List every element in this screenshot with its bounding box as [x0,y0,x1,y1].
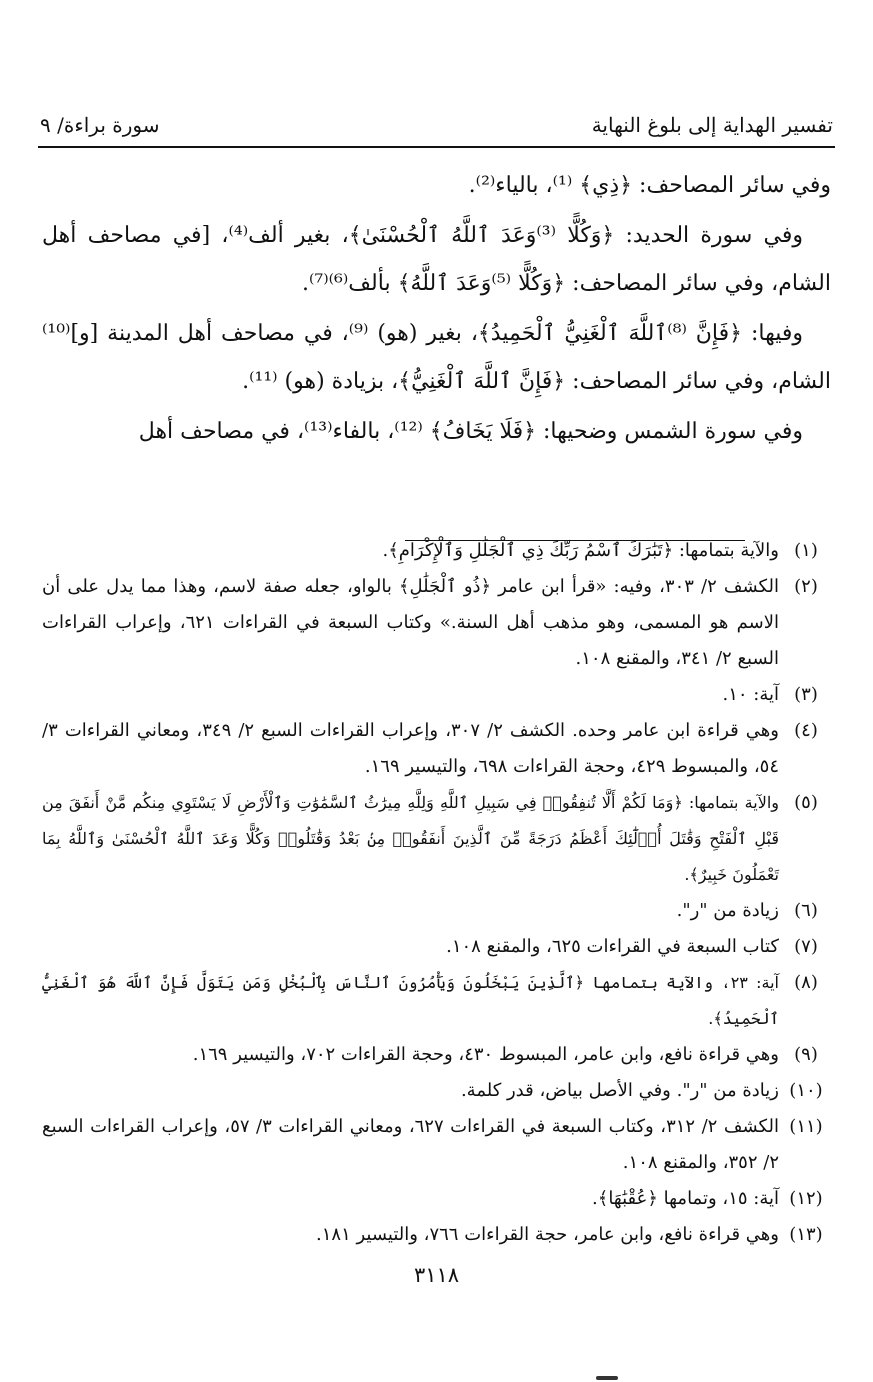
footnote-number: (٤) [794,720,818,741]
footnote [42,965,833,1037]
footnote-text: الكشف ٢/ ٣١٢، وكتاب السبعة في القراءات ٦٢٧، ومعاني القراءات ٣/ ٥٧، وإعراب القراءات السبع ٢/ ٣٥٢، والمقنع ١٠٨. [42,1116,779,1173]
footnote-text: كتاب السبعة في القراءات ٦٢٥، والمقنع ١٠٨. [446,936,779,957]
footnote [42,893,833,929]
footnote [42,1109,833,1181]
footnote-text: وهي قراءة نافع، وابن عامر، المبسوط ٤٣٠، وحجة القراءات ٧٠٢، والتيسير ١٦٩. [192,1044,779,1065]
footnote-number: (١١) [789,1116,823,1137]
footnote [42,1037,833,1073]
footnote-number: (٩) [794,1044,818,1065]
footnote [42,569,833,677]
footnote-text: والآية بتمامها: ﴿وَمَا لَكُمْ أَلَّا تُنفِقُوا۟ فِي سَبِيلِ ٱللَّهِ وَلِلَّهِ مِيرَٰثُ ٱلسَّمَٰوَٰتِ وَٱلْأَرْضِ لَا يَسْتَوِي مِنكُم مَّنْ أَنفَقَ مِن قَبْلِ ٱلْفَتْحِ وَقَٰتَلَ أُو۟لَٰٓئِكَ أَعْظَمُ دَرَجَةً مِّنَ ٱلَّذِينَ أَنفَقُوا۟ مِنۢ بَعْدُ وَقَٰتَلُوا۟ وَكُلًّا وَعَدَ ٱللَّهُ ٱلْحُسْنَىٰ وَٱللَّهُ بِمَا تَعْمَلُونَ خَبِيرٌ﴾. [42,793,780,884]
surah-page-label: سورة براءة/ ٩ [40,113,160,137]
scan-mark [596,1376,618,1380]
footnote-number: (٢) [794,576,818,597]
footnote-text: آية: ١٥، وتمامها ﴿عُقْبَٰهَا﴾. [592,1188,779,1209]
footnote [42,929,833,965]
footnote-text: آية: ١٠. [722,684,779,705]
footnote-number: (١٠) [789,1080,823,1101]
footnote [42,1073,833,1109]
footnote-number: (١٣) [789,1224,823,1245]
running-header [40,108,833,142]
footnote-text: زيادة من "ر". وفي الأصل بياض، قدر كلمة. [460,1080,779,1101]
footnote-number: (١) [794,540,818,561]
main-text [42,162,831,458]
footnote-text: الكشف ٢/ ٣٠٣، وفيه: «قرأ ابن عامر ﴿ذُو ٱلْجَلَٰلِ﴾ بالواو، جعله صفة لاسم، وهذا مما يدل على أن الاسم هو المسمى، وهو مذهب أهل السنة.» وكتاب السبعة في القراءات ٦٢١، وإعراب القراءات السبع ٢/ ٣٤١، والمقنع ١٠٨. [42,576,779,669]
body-paragraph: وفيها: ﴿فَإِنَّ ⁽⁸⁾ٱللَّهَ ٱلْغَنِيُّ ٱلْحَمِيدُ﴾، بغير (هو) ⁽⁹⁾، في مصاحف أهل المدينة [و]⁽¹⁰⁾ الشام، وفي سائر المصاحف: ﴿فَإِنَّ ٱللَّهَ ٱلْغَنِيُّ﴾، بزيادة (هو) ⁽¹¹⁾. [42,321,831,394]
footnote-text: والآية بتمامها: ﴿تَبَٰرَكَ ٱسْمُ رَبِّكَ ذِي ٱلْجَلَٰلِ وَٱلْإِكْرَامِ﴾. [382,540,779,561]
footnote [42,677,833,713]
footnote [42,713,833,785]
body-paragraph: وفي سورة الشمس وضحيها: ﴿فَلَا يَخَافُ﴾ ⁽¹²⁾، بالفاء⁽¹³⁾، في مصاحف أهل [138,419,803,444]
footnote-number: (٧) [794,936,818,957]
header-rule [38,146,835,148]
footnote-number: (٣) [794,684,818,705]
footnote [42,785,833,893]
footnote-text: وهي قراءة نافع، وابن عامر، حجة القراءات ٧٦٦، والتيسير ١٨١. [316,1224,779,1245]
footnote-text: زيادة من "ر". [676,900,779,921]
footnote [42,1181,833,1217]
footnote-number: (٥) [794,792,818,813]
footnote-number: (١٢) [789,1188,823,1209]
footnote-text: آية: ٢٣، والآية بتمامها ﴿ٱلَّذِينَ يَبْخَلُونَ وَيَأْمُرُونَ ٱلنَّاسَ بِٱلْبُخْلِ وَمَن يَتَوَلَّ فَإِنَّ ٱللَّهَ هُوَ ٱلْغَنِيُّ ٱلْحَمِيدُ﴾. [42,973,780,1028]
footnotes [42,533,833,1253]
footnote [42,533,833,569]
footnote-text: وهي قراءة ابن عامر وحده. الكشف ٢/ ٣٠٧، وإعراب القراءات السبع ٢/ ٣٤٩، ومعاني القراءات ٣/ ٥٤، والمبسوط ٤٢٩، وحجة القراءات ٦٩٨، والتيسير ١٦٩. [42,720,779,777]
book-title: تفسير الهداية إلى بلوغ النهاية [591,113,833,137]
body-paragraph: وفي سائر المصاحف: ﴿ذِي﴾ ⁽¹⁾، بالياء⁽²⁾. [468,173,831,198]
footnote-number: (٦) [794,900,818,921]
body-paragraph: وفي سورة الحديد: ﴿وَكُلًّا ⁽³⁾وَعَدَ ٱللَّهُ ٱلْحُسْنَىٰ﴾، بغير ألف⁽⁴⁾، [في مصاحف أهل الشام، وفي سائر المصاحف: ﴿وَكُلًّا ⁽⁵⁾وَعَدَ ٱللَّهُ﴾ بألف⁽⁶⁾⁽⁷⁾. [42,223,831,296]
footnote [42,1217,833,1253]
footnote-number: (٨) [794,972,818,993]
page-number: ٣١١٨ [413,1263,460,1287]
